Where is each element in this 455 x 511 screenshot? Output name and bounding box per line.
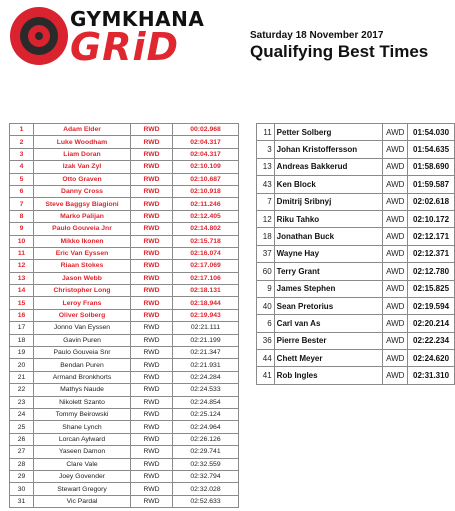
position-cell: 15	[10, 297, 34, 309]
table-row	[10, 470, 239, 482]
time-cell: 02:12.371	[408, 245, 455, 262]
page-title: Qualifying Best Times	[250, 42, 429, 61]
position-cell: 18	[10, 334, 34, 346]
driver-name-cell: Jason Webb	[34, 272, 131, 284]
position-cell: 30	[10, 483, 34, 495]
time-cell: 02:10.687	[173, 173, 239, 185]
position-cell: 9	[257, 280, 275, 297]
time-cell: 02:22.234	[408, 332, 455, 349]
time-cell: 02:29.741	[173, 446, 239, 458]
class-cell: RWD	[131, 458, 173, 470]
table-row	[10, 161, 239, 173]
driver-name-cell: Adam Elder	[34, 124, 131, 136]
class-cell: RWD	[131, 359, 173, 371]
position-cell: 8	[10, 210, 34, 222]
class-cell: RWD	[131, 297, 173, 309]
position-cell: 19	[10, 347, 34, 359]
table-row	[10, 247, 239, 259]
table-row	[10, 371, 239, 383]
position-cell: 10	[10, 235, 34, 247]
time-cell: 02:26.126	[173, 433, 239, 445]
table-row	[10, 136, 239, 148]
position-cell: 25	[10, 421, 34, 433]
time-cell: 02:24.620	[408, 350, 455, 367]
position-cell: 14	[10, 285, 34, 297]
driver-name-cell: Lorcan Aylward	[34, 433, 131, 445]
table-row	[10, 495, 239, 507]
position-cell: 12	[257, 210, 275, 227]
table-row	[257, 124, 455, 141]
table-row	[257, 332, 455, 349]
table-row	[257, 228, 455, 245]
driver-name-cell: Petter Solberg	[274, 124, 383, 141]
table-row	[10, 198, 239, 210]
position-cell: 22	[10, 384, 34, 396]
driver-name-cell: Danny Cross	[34, 185, 131, 197]
driver-name-cell: Jonathan Buck	[274, 228, 383, 245]
class-cell: RWD	[131, 334, 173, 346]
time-cell: 02:32.559	[173, 458, 239, 470]
table-row	[257, 280, 455, 297]
table-row	[257, 193, 455, 210]
time-cell: 02:24.533	[173, 384, 239, 396]
driver-name-cell: Steve Baggsy Biagioni	[34, 198, 131, 210]
class-cell: AWD	[383, 228, 408, 245]
driver-name-cell: Christopher Long	[34, 285, 131, 297]
table-row	[10, 185, 239, 197]
position-cell: 24	[10, 408, 34, 420]
driver-name-cell: Marko Palijan	[34, 210, 131, 222]
position-cell: 5	[10, 173, 34, 185]
class-cell: AWD	[383, 124, 408, 141]
position-cell: 11	[257, 124, 275, 141]
position-cell: 60	[257, 263, 275, 280]
driver-name-cell: Riaan Stokes	[34, 260, 131, 272]
driver-name-cell: Riku Tahko	[274, 210, 383, 227]
position-cell: 16	[10, 309, 34, 321]
time-cell: 02:31.310	[408, 367, 455, 384]
class-cell: RWD	[131, 396, 173, 408]
driver-name-cell: Yaseen Damon	[34, 446, 131, 458]
driver-name-cell: Johan Kristoffersson	[274, 141, 383, 158]
logo-wordmark-top: GYMKHANA	[70, 7, 205, 31]
time-cell: 02:11.246	[173, 198, 239, 210]
time-cell: 02:12.171	[408, 228, 455, 245]
driver-name-cell: Carl van As	[274, 315, 383, 332]
driver-name-cell: Oliver Solberg	[34, 309, 131, 321]
table-row	[10, 223, 239, 235]
class-cell: AWD	[383, 315, 408, 332]
class-cell: RWD	[131, 285, 173, 297]
table-row	[10, 272, 239, 284]
time-cell: 00:02.968	[173, 124, 239, 136]
driver-name-cell: Eric Van Eyssen	[34, 247, 131, 259]
driver-name-cell: Pierre Bester	[274, 332, 383, 349]
position-cell: 21	[10, 371, 34, 383]
position-cell: 6	[257, 315, 275, 332]
table-row	[10, 124, 239, 136]
table-row	[10, 347, 239, 359]
driver-name-cell: Luke Woodham	[34, 136, 131, 148]
time-cell: 02:16.074	[173, 247, 239, 259]
driver-name-cell: Nikolett Szanto	[34, 396, 131, 408]
class-cell: AWD	[383, 193, 408, 210]
class-cell: RWD	[131, 309, 173, 321]
table-row	[257, 176, 455, 193]
position-cell: 28	[10, 458, 34, 470]
table-row	[10, 322, 239, 334]
table-row	[10, 148, 239, 160]
position-cell: 2	[10, 136, 34, 148]
class-cell: RWD	[131, 148, 173, 160]
class-cell: AWD	[383, 332, 408, 349]
time-cell: 02:14.802	[173, 223, 239, 235]
class-cell: RWD	[131, 495, 173, 507]
time-cell: 02:21.931	[173, 359, 239, 371]
position-cell: 41	[257, 367, 275, 384]
driver-name-cell: Ken Block	[274, 176, 383, 193]
position-cell: 20	[10, 359, 34, 371]
class-cell: RWD	[131, 272, 173, 284]
event-date: Saturday 18 November 2017	[250, 30, 384, 41]
time-cell: 02:52.633	[173, 495, 239, 507]
position-cell: 40	[257, 297, 275, 314]
class-cell: AWD	[383, 210, 408, 227]
driver-name-cell: Paulo Gouveia Jnr	[34, 223, 131, 235]
position-cell: 13	[257, 158, 275, 175]
driver-name-cell: Otto Graven	[34, 173, 131, 185]
time-cell: 02:15.718	[173, 235, 239, 247]
class-cell: AWD	[383, 297, 408, 314]
position-cell: 12	[10, 260, 34, 272]
class-cell: AWD	[383, 280, 408, 297]
position-cell: 7	[10, 198, 34, 210]
table-row	[10, 458, 239, 470]
time-cell: 01:54.030	[408, 124, 455, 141]
class-cell: RWD	[131, 384, 173, 396]
gymkhana-grid-logo	[10, 5, 238, 73]
position-cell: 18	[257, 228, 275, 245]
class-cell: AWD	[383, 141, 408, 158]
driver-name-cell: Shane Lynch	[34, 421, 131, 433]
driver-name-cell: Leroy Frans	[34, 297, 131, 309]
class-cell: RWD	[131, 185, 173, 197]
class-cell: RWD	[131, 371, 173, 383]
driver-name-cell: Mathys Naude	[34, 384, 131, 396]
time-cell: 02:17.106	[173, 272, 239, 284]
position-cell: 23	[10, 396, 34, 408]
driver-name-cell: Armand Bronkhorts	[34, 371, 131, 383]
class-cell: RWD	[131, 198, 173, 210]
class-cell: RWD	[131, 408, 173, 420]
position-cell: 31	[10, 495, 34, 507]
time-cell: 02:20.214	[408, 315, 455, 332]
driver-name-cell: James Stephen	[274, 280, 383, 297]
position-cell: 13	[10, 272, 34, 284]
time-cell: 02:18.944	[173, 297, 239, 309]
class-cell: AWD	[383, 263, 408, 280]
table-row	[257, 141, 455, 158]
class-cell: RWD	[131, 446, 173, 458]
time-cell: 01:58.690	[408, 158, 455, 175]
driver-name-cell: Stewart Gregory	[34, 483, 131, 495]
table-row	[10, 285, 239, 297]
position-cell: 6	[10, 185, 34, 197]
position-cell: 26	[10, 433, 34, 445]
time-cell: 02:04.317	[173, 136, 239, 148]
class-cell: RWD	[131, 235, 173, 247]
table-row	[257, 263, 455, 280]
time-cell: 02:02.618	[408, 193, 455, 210]
driver-name-cell: Liam Doran	[34, 148, 131, 160]
driver-name-cell: Paulo Gouveia Snr	[34, 347, 131, 359]
driver-name-cell: Rob Ingles	[274, 367, 383, 384]
position-cell: 11	[10, 247, 34, 259]
table-row	[10, 297, 239, 309]
time-cell: 02:12.780	[408, 263, 455, 280]
driver-name-cell: Wayne Hay	[274, 245, 383, 262]
time-cell: 02:24.284	[173, 371, 239, 383]
driver-name-cell: Jonno Van Eyssen	[34, 322, 131, 334]
table-row	[10, 483, 239, 495]
class-cell: RWD	[131, 136, 173, 148]
table-row	[10, 359, 239, 371]
table-row	[10, 309, 239, 321]
driver-name-cell: Gavin Puren	[34, 334, 131, 346]
class-cell: AWD	[383, 350, 408, 367]
table-row	[257, 245, 455, 262]
table-row	[10, 384, 239, 396]
class-cell: RWD	[131, 347, 173, 359]
class-cell: RWD	[131, 173, 173, 185]
position-cell: 43	[257, 176, 275, 193]
class-cell: RWD	[131, 223, 173, 235]
time-cell: 02:15.825	[408, 280, 455, 297]
time-cell: 02:18.131	[173, 285, 239, 297]
position-cell: 29	[10, 470, 34, 482]
awd-results-table	[256, 123, 455, 385]
class-cell: RWD	[131, 124, 173, 136]
class-cell: RWD	[131, 483, 173, 495]
position-cell: 3	[257, 141, 275, 158]
class-cell: RWD	[131, 210, 173, 222]
table-row	[10, 210, 239, 222]
position-cell: 17	[10, 322, 34, 334]
position-cell: 9	[10, 223, 34, 235]
driver-name-cell: Sean Pretorius	[274, 297, 383, 314]
time-cell: 02:21.199	[173, 334, 239, 346]
driver-name-cell: Tommy Beirowski	[34, 408, 131, 420]
table-row	[10, 235, 239, 247]
table-row	[257, 158, 455, 175]
class-cell: RWD	[131, 247, 173, 259]
wheel-logo-icon	[10, 7, 68, 65]
class-cell: AWD	[383, 245, 408, 262]
time-cell: 02:21.347	[173, 347, 239, 359]
time-cell: 02:24.964	[173, 421, 239, 433]
time-cell: 01:59.587	[408, 176, 455, 193]
driver-name-cell: Andreas Bakkerud	[274, 158, 383, 175]
position-cell: 4	[10, 161, 34, 173]
driver-name-cell: Chett Meyer	[274, 350, 383, 367]
driver-name-cell: Bendan Puren	[34, 359, 131, 371]
class-cell: RWD	[131, 260, 173, 272]
time-cell: 02:10.918	[173, 185, 239, 197]
time-cell: 02:19.943	[173, 309, 239, 321]
position-cell: 3	[10, 148, 34, 160]
driver-name-cell: Clare Vale	[34, 458, 131, 470]
table-row	[257, 297, 455, 314]
table-row	[10, 421, 239, 433]
table-row	[257, 350, 455, 367]
table-row	[257, 210, 455, 227]
class-cell: RWD	[131, 161, 173, 173]
position-cell: 44	[257, 350, 275, 367]
table-row	[10, 396, 239, 408]
class-cell: RWD	[131, 421, 173, 433]
class-cell: AWD	[383, 158, 408, 175]
time-cell: 02:17.069	[173, 260, 239, 272]
driver-name-cell: Izak Van Zyl	[34, 161, 131, 173]
table-row	[10, 334, 239, 346]
driver-name-cell: Mikko Ikonen	[34, 235, 131, 247]
class-cell: RWD	[131, 322, 173, 334]
driver-name-cell: Vic Pardal	[34, 495, 131, 507]
time-cell: 02:10.109	[173, 161, 239, 173]
time-cell: 02:19.594	[408, 297, 455, 314]
time-cell: 02:24.854	[173, 396, 239, 408]
position-cell: 27	[10, 446, 34, 458]
time-cell: 02:25.124	[173, 408, 239, 420]
time-cell: 02:04.317	[173, 148, 239, 160]
logo-wordmark-main: GRiD	[70, 25, 180, 69]
time-cell: 02:10.172	[408, 210, 455, 227]
class-cell: AWD	[383, 176, 408, 193]
time-cell: 02:21.111	[173, 322, 239, 334]
driver-name-cell: Dmitrij Sribnyj	[274, 193, 383, 210]
time-cell: 02:12.405	[173, 210, 239, 222]
table-row	[10, 260, 239, 272]
table-row	[257, 315, 455, 332]
time-cell: 01:54.635	[408, 141, 455, 158]
time-cell: 02:32.794	[173, 470, 239, 482]
driver-name-cell: Terry Grant	[274, 263, 383, 280]
driver-name-cell: Joey Govender	[34, 470, 131, 482]
table-row	[10, 173, 239, 185]
table-row	[257, 367, 455, 384]
position-cell: 37	[257, 245, 275, 262]
position-cell: 7	[257, 193, 275, 210]
table-row	[10, 433, 239, 445]
time-cell: 02:32.028	[173, 483, 239, 495]
table-row	[10, 446, 239, 458]
rwd-results-table	[9, 123, 239, 508]
position-cell: 1	[10, 124, 34, 136]
table-row	[10, 408, 239, 420]
class-cell: RWD	[131, 470, 173, 482]
class-cell: AWD	[383, 367, 408, 384]
position-cell: 36	[257, 332, 275, 349]
class-cell: RWD	[131, 433, 173, 445]
